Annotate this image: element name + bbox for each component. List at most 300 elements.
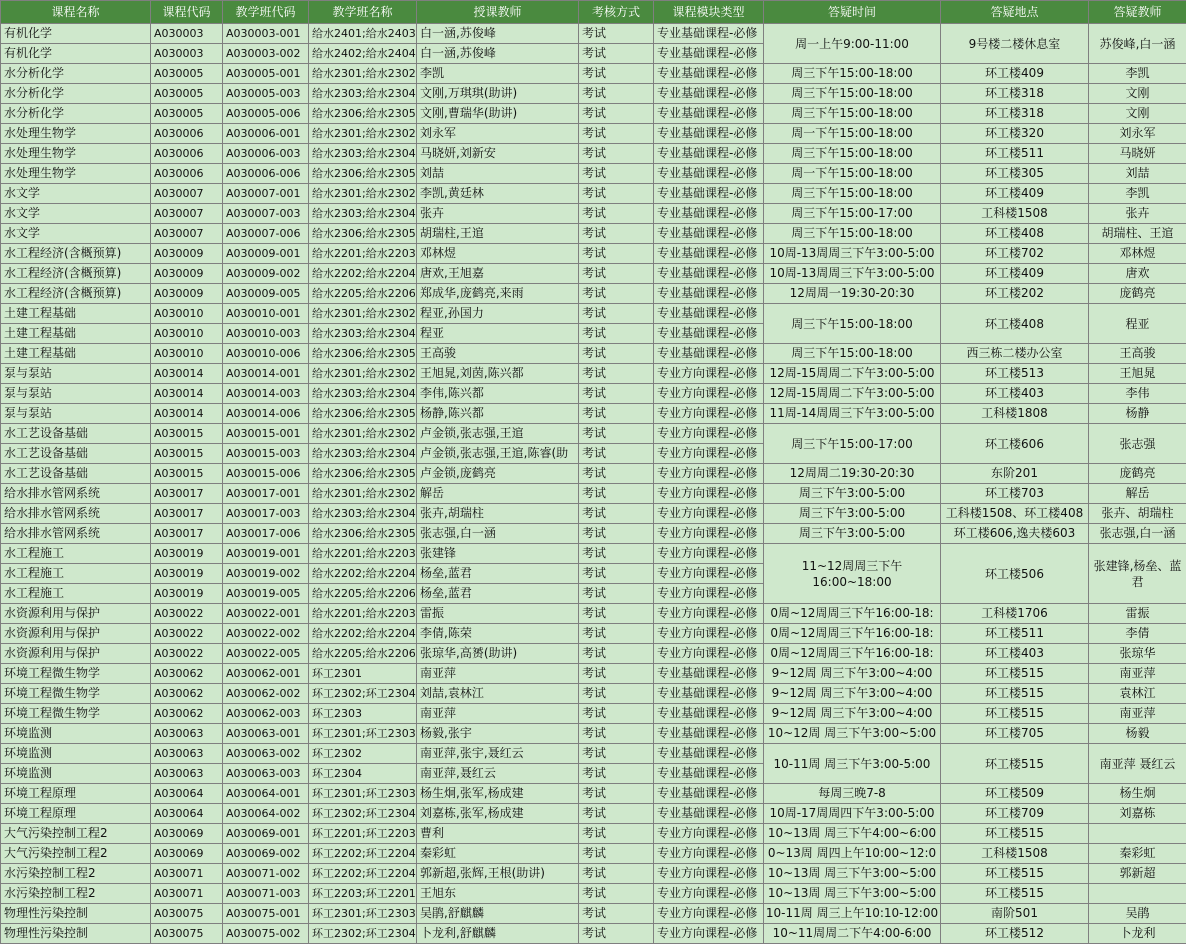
qa-teacher-cell: 张卉 (1089, 204, 1186, 224)
qa-teacher-cell: 张志强,白一涵 (1089, 524, 1186, 544)
module-type-cell: 专业基础课程-必修 (654, 284, 764, 304)
exam-type-cell: 考试 (579, 864, 654, 884)
table-row (1, 484, 1186, 504)
course-name-cell: 水资源利用与保护 (1, 624, 151, 644)
class-name-cell: 给水2401;给水2403 (309, 24, 417, 44)
exam-type-cell: 考试 (579, 164, 654, 184)
class-name-cell: 给水2201;给水2203 (309, 604, 417, 624)
module-type-cell: 专业方向课程-必修 (654, 604, 764, 624)
class-code-cell: A030071-002 (223, 864, 309, 884)
module-type-cell: 专业基础课程-必修 (654, 24, 764, 44)
class-code-cell: A030069-001 (223, 824, 309, 844)
class-name-cell: 环工2201;环工2203 (309, 824, 417, 844)
course-name-cell: 环境工程微生物学 (1, 664, 151, 684)
qa-time-cell: 12周-15周周二下午3:00-5:00 (764, 364, 941, 384)
course-code-cell: A030062 (151, 704, 223, 724)
qa-teacher-cell: 李凯 (1089, 64, 1186, 84)
teacher-cell: 杨垒,蓝君 (417, 564, 579, 584)
qa-place-cell: 环工楼506 (941, 544, 1089, 604)
qa-place-cell: 环工楼515 (941, 864, 1089, 884)
teacher-cell: 雷振 (417, 604, 579, 624)
course-name-cell: 水资源利用与保护 (1, 604, 151, 624)
qa-time-cell: 10-11周 周三上午10:10-12:00 (764, 904, 941, 924)
course-name-cell: 环境监测 (1, 724, 151, 744)
table-row (1, 544, 1186, 564)
course-code-cell: A030009 (151, 284, 223, 304)
qa-place-cell: 9号楼二楼休息室 (941, 24, 1089, 64)
class-name-cell: 给水2303;给水2304 (309, 444, 417, 464)
class-code-cell: A030019-005 (223, 584, 309, 604)
course-name-cell: 水污染控制工程2 (1, 864, 151, 884)
class-code-cell: A030010-003 (223, 324, 309, 344)
qa-time-cell: 周三下午15:00-18:00 (764, 344, 941, 364)
qa-teacher-cell: 刘永军 (1089, 124, 1186, 144)
course-code-cell: A030010 (151, 344, 223, 364)
exam-type-cell: 考试 (579, 64, 654, 84)
qa-place-cell: 环工楼515 (941, 684, 1089, 704)
exam-type-cell: 考试 (579, 604, 654, 624)
class-code-cell: A030009-005 (223, 284, 309, 304)
class-code-cell: A030007-006 (223, 224, 309, 244)
table-row (1, 804, 1186, 824)
course-code-cell: A030015 (151, 444, 223, 464)
header-teacher: 授课教师 (417, 1, 579, 24)
teacher-cell: 张志强,白一涵 (417, 524, 579, 544)
qa-place-cell: 南阶501 (941, 904, 1089, 924)
class-code-cell: A030022-001 (223, 604, 309, 624)
course-name-cell: 水分析化学 (1, 64, 151, 84)
qa-teacher-cell: 南亚萍 (1089, 704, 1186, 724)
exam-type-cell: 考试 (579, 304, 654, 324)
qa-time-cell: 周三下午15:00-18:00 (764, 224, 941, 244)
course-name-cell: 水处理生物学 (1, 144, 151, 164)
class-code-cell: A030064-001 (223, 784, 309, 804)
class-name-cell: 给水2201;给水2203 (309, 544, 417, 564)
course-code-cell: A030003 (151, 24, 223, 44)
course-name-cell: 环境工程微生物学 (1, 704, 151, 724)
qa-time-cell: 9~12周 周三下午3:00~4:00 (764, 704, 941, 724)
teacher-cell: 白一涵,苏俊峰 (417, 24, 579, 44)
class-name-cell: 给水2303;给水2304 (309, 324, 417, 344)
class-code-cell: A030003-001 (223, 24, 309, 44)
class-name-cell: 给水2303;给水2304 (309, 504, 417, 524)
qa-teacher-cell: 秦彩虹 (1089, 844, 1186, 864)
teacher-cell: 刘喆,袁林江 (417, 684, 579, 704)
course-name-cell: 水分析化学 (1, 104, 151, 124)
course-name-cell: 有机化学 (1, 24, 151, 44)
module-type-cell: 专业方向课程-必修 (654, 564, 764, 584)
table-row (1, 844, 1186, 864)
course-code-cell: A030064 (151, 804, 223, 824)
course-name-cell: 水工程经济(含概预算) (1, 244, 151, 264)
teacher-cell: 卜龙利,舒麒麟 (417, 924, 579, 944)
qa-time-cell: 周三下午15:00-17:00 (764, 424, 941, 464)
exam-type-cell: 考试 (579, 344, 654, 364)
course-code-cell: A030015 (151, 464, 223, 484)
qa-time-cell: 周三下午15:00-18:00 (764, 104, 941, 124)
class-code-cell: A030063-003 (223, 764, 309, 784)
module-type-cell: 专业基础课程-必修 (654, 204, 764, 224)
course-code-cell: A030010 (151, 324, 223, 344)
qa-time-cell: 周三下午3:00-5:00 (764, 484, 941, 504)
exam-type-cell: 考试 (579, 244, 654, 264)
qa-place-cell: 环工楼318 (941, 104, 1089, 124)
qa-time-cell: 0周~12周周三下午16:00-18: (764, 644, 941, 664)
class-code-cell: A030022-002 (223, 624, 309, 644)
header-row (1, 1, 1186, 24)
course-name-cell: 水分析化学 (1, 84, 151, 104)
teacher-cell: 杨生炯,张军,杨成建 (417, 784, 579, 804)
qa-place-cell: 环工楼511 (941, 624, 1089, 644)
class-code-cell: A030062-001 (223, 664, 309, 684)
teacher-cell: 唐欢,王旭嘉 (417, 264, 579, 284)
course-name-cell: 水污染控制工程2 (1, 884, 151, 904)
qa-place-cell: 工科楼1508 (941, 844, 1089, 864)
course-code-cell: A030007 (151, 184, 223, 204)
qa-place-cell: 环工楼606,逸夫楼603 (941, 524, 1089, 544)
table-row (1, 724, 1186, 744)
qa-time-cell: 11周-14周周三下午3:00-5:00 (764, 404, 941, 424)
qa-place-cell: 环工楼320 (941, 124, 1089, 144)
qa-place-cell: 环工楼305 (941, 164, 1089, 184)
teacher-cell: 曹利 (417, 824, 579, 844)
table-row (1, 204, 1186, 224)
course-name-cell: 水处理生物学 (1, 124, 151, 144)
qa-time-cell: 0~13周 周四上午10:00~12:0 (764, 844, 941, 864)
course-code-cell: A030017 (151, 504, 223, 524)
module-type-cell: 专业方向课程-必修 (654, 904, 764, 924)
qa-teacher-cell: 李凯 (1089, 184, 1186, 204)
class-code-cell: A030006-003 (223, 144, 309, 164)
exam-type-cell: 考试 (579, 904, 654, 924)
exam-type-cell: 考试 (579, 704, 654, 724)
course-name-cell: 水工程经济(含概预算) (1, 284, 151, 304)
course-code-cell: A030075 (151, 904, 223, 924)
class-name-cell: 环工2302;环工2304 (309, 684, 417, 704)
table-row (1, 264, 1186, 284)
exam-type-cell: 考试 (579, 664, 654, 684)
module-type-cell: 专业方向课程-必修 (654, 544, 764, 564)
teacher-cell: 卢金锁,庞鹤亮 (417, 464, 579, 484)
table-row (1, 384, 1186, 404)
module-type-cell: 专业基础课程-必修 (654, 664, 764, 684)
teacher-cell: 刘永军 (417, 124, 579, 144)
exam-type-cell: 考试 (579, 84, 654, 104)
course-code-cell: A030014 (151, 364, 223, 384)
teacher-cell: 李凯,黄廷林 (417, 184, 579, 204)
qa-place-cell: 环工楼515 (941, 744, 1089, 784)
teacher-cell: 文刚,曹瑞华(助讲) (417, 104, 579, 124)
table-row (1, 784, 1186, 804)
qa-place-cell: 工科楼1808 (941, 404, 1089, 424)
qa-time-cell: 周三下午3:00-5:00 (764, 524, 941, 544)
table-row (1, 704, 1186, 724)
class-name-cell: 给水2202;给水2204 (309, 624, 417, 644)
table-row (1, 84, 1186, 104)
module-type-cell: 专业基础课程-必修 (654, 144, 764, 164)
header-qa-time: 答疑时间 (764, 1, 941, 24)
exam-type-cell: 考试 (579, 44, 654, 64)
table-row (1, 504, 1186, 524)
qa-teacher-cell: 王高骏 (1089, 344, 1186, 364)
module-type-cell: 专业基础课程-必修 (654, 804, 764, 824)
qa-time-cell: 10~13周 周三下午3:00~5:00 (764, 884, 941, 904)
qa-time-cell: 周三下午15:00-17:00 (764, 204, 941, 224)
qa-teacher-cell: 杨毅 (1089, 724, 1186, 744)
course-code-cell: A030019 (151, 584, 223, 604)
header-class-name: 教学班名称 (309, 1, 417, 24)
course-name-cell: 物理性污染控制 (1, 924, 151, 944)
qa-teacher-cell: 苏俊峰,白一涵 (1089, 24, 1186, 64)
teacher-cell: 郑成华,庞鹤亮,来雨 (417, 284, 579, 304)
class-code-cell: A030015-003 (223, 444, 309, 464)
qa-place-cell: 环工楼409 (941, 64, 1089, 84)
course-code-cell: A030015 (151, 424, 223, 444)
exam-type-cell: 考试 (579, 424, 654, 444)
course-code-cell: A030063 (151, 744, 223, 764)
qa-time-cell: 9~12周 周三下午3:00~4:00 (764, 684, 941, 704)
qa-time-cell: 周一下午15:00-18:00 (764, 124, 941, 144)
qa-time-cell: 10~13周 周三下午4:00~6:00 (764, 824, 941, 844)
exam-type-cell: 考试 (579, 804, 654, 824)
qa-place-cell: 西三栋二楼办公室 (941, 344, 1089, 364)
module-type-cell: 专业基础课程-必修 (654, 184, 764, 204)
qa-place-cell: 环工楼409 (941, 264, 1089, 284)
module-type-cell: 专业基础课程-必修 (654, 64, 764, 84)
class-code-cell: A030075-001 (223, 904, 309, 924)
course-name-cell: 大气污染控制工程2 (1, 824, 151, 844)
course-name-cell: 水文学 (1, 224, 151, 244)
class-code-cell: A030010-001 (223, 304, 309, 324)
table-row (1, 104, 1186, 124)
table-row (1, 524, 1186, 544)
module-type-cell: 专业方向课程-必修 (654, 844, 764, 864)
module-type-cell: 专业方向课程-必修 (654, 464, 764, 484)
header-qa-place: 答疑地点 (941, 1, 1089, 24)
teacher-cell: 郭新超,张辉,王根(助讲) (417, 864, 579, 884)
exam-type-cell: 考试 (579, 524, 654, 544)
class-name-cell: 环工2301;环工2303 (309, 904, 417, 924)
course-code-cell: A030014 (151, 404, 223, 424)
teacher-cell: 王旭晁,刘茵,陈兴都 (417, 364, 579, 384)
class-name-cell: 环工2302 (309, 744, 417, 764)
class-name-cell: 给水2202;给水2204 (309, 564, 417, 584)
class-code-cell: A030014-003 (223, 384, 309, 404)
class-name-cell: 给水2306;给水2305 (309, 524, 417, 544)
teacher-cell: 解岳 (417, 484, 579, 504)
class-name-cell: 给水2301;给水2302 (309, 184, 417, 204)
class-name-cell: 环工2303 (309, 704, 417, 724)
course-name-cell: 环境工程微生物学 (1, 684, 151, 704)
teacher-cell: 马晓妍,刘新安 (417, 144, 579, 164)
qa-teacher-cell: 唐欢 (1089, 264, 1186, 284)
exam-type-cell: 考试 (579, 144, 654, 164)
exam-type-cell: 考试 (579, 764, 654, 784)
class-code-cell: A030009-001 (223, 244, 309, 264)
class-code-cell: A030003-002 (223, 44, 309, 64)
qa-time-cell: 10~12周 周三下午3:00~5:00 (764, 724, 941, 744)
table-row (1, 884, 1186, 904)
class-name-cell: 环工2202;环工2204 (309, 864, 417, 884)
exam-type-cell: 考试 (579, 484, 654, 504)
module-type-cell: 专业方向课程-必修 (654, 364, 764, 384)
class-name-cell: 给水2301;给水2302 (309, 64, 417, 84)
teacher-cell: 李倩,陈荣 (417, 624, 579, 644)
qa-teacher-cell: 庞鹤亮 (1089, 284, 1186, 304)
module-type-cell: 专业方向课程-必修 (654, 864, 764, 884)
qa-place-cell: 东阶201 (941, 464, 1089, 484)
qa-time-cell: 每周三晚7-8 (764, 784, 941, 804)
course-name-cell: 环境工程原理 (1, 804, 151, 824)
qa-teacher-cell: 庞鹤亮 (1089, 464, 1186, 484)
qa-place-cell: 环工楼705 (941, 724, 1089, 744)
table-row (1, 904, 1186, 924)
teacher-cell: 邓林煜 (417, 244, 579, 264)
header-exam-type: 考核方式 (579, 1, 654, 24)
qa-time-cell: 11~12周周三下午16:00~18:00 (764, 544, 941, 604)
qa-time-cell: 周一下午15:00-18:00 (764, 164, 941, 184)
course-code-cell: A030075 (151, 924, 223, 944)
qa-time-cell: 9~12周 周三下午3:00~4:00 (764, 664, 941, 684)
course-name-cell: 给水排水管网系统 (1, 504, 151, 524)
teacher-cell: 张琼华,高赟(助讲) (417, 644, 579, 664)
exam-type-cell: 考试 (579, 224, 654, 244)
exam-type-cell: 考试 (579, 444, 654, 464)
course-name-cell: 水处理生物学 (1, 164, 151, 184)
table-row (1, 64, 1186, 84)
qa-time-cell: 周三下午3:00-5:00 (764, 504, 941, 524)
table-row (1, 744, 1186, 764)
table-row (1, 424, 1186, 444)
class-name-cell: 给水2301;给水2302 (309, 124, 417, 144)
teacher-cell: 吴鹃,舒麒麟 (417, 904, 579, 924)
class-name-cell: 环工2301 (309, 664, 417, 684)
class-code-cell: A030006-001 (223, 124, 309, 144)
course-name-cell: 水工程经济(含概预算) (1, 264, 151, 284)
qa-time-cell: 周三下午15:00-18:00 (764, 304, 941, 344)
class-code-cell: A030017-001 (223, 484, 309, 504)
course-code-cell: A030014 (151, 384, 223, 404)
qa-time-cell: 周三下午15:00-18:00 (764, 84, 941, 104)
exam-type-cell: 考试 (579, 284, 654, 304)
qa-place-cell: 环工楼509 (941, 784, 1089, 804)
course-name-cell: 泵与泵站 (1, 404, 151, 424)
course-name-cell: 给水排水管网系统 (1, 484, 151, 504)
module-type-cell: 专业基础课程-必修 (654, 304, 764, 324)
module-type-cell: 专业基础课程-必修 (654, 224, 764, 244)
exam-type-cell: 考试 (579, 544, 654, 564)
table-row (1, 24, 1186, 44)
exam-type-cell: 考试 (579, 724, 654, 744)
course-name-cell: 环境监测 (1, 744, 151, 764)
course-code-cell: A030007 (151, 204, 223, 224)
exam-type-cell: 考试 (579, 124, 654, 144)
module-type-cell: 专业方向课程-必修 (654, 924, 764, 944)
class-name-cell: 环工2302;环工2304 (309, 804, 417, 824)
qa-place-cell: 环工楼515 (941, 884, 1089, 904)
exam-type-cell: 考试 (579, 364, 654, 384)
class-code-cell: A030063-001 (223, 724, 309, 744)
class-name-cell: 给水2301;给水2302 (309, 484, 417, 504)
course-code-cell: A030010 (151, 304, 223, 324)
qa-teacher-cell: 李伟 (1089, 384, 1186, 404)
table-row (1, 124, 1186, 144)
class-name-cell: 给水2202;给水2204 (309, 264, 417, 284)
module-type-cell: 专业方向课程-必修 (654, 624, 764, 644)
qa-time-cell: 0周~12周周三下午16:00-18: (764, 604, 941, 624)
class-name-cell: 给水2306;给水2305 (309, 404, 417, 424)
class-name-cell: 给水2201;给水2203 (309, 244, 417, 264)
teacher-cell: 胡瑞柱,王逭 (417, 224, 579, 244)
exam-type-cell: 考试 (579, 264, 654, 284)
qa-teacher-cell: 程亚 (1089, 304, 1186, 344)
class-name-cell: 给水2301;给水2302 (309, 304, 417, 324)
table-row (1, 344, 1186, 364)
course-code-cell: A030062 (151, 684, 223, 704)
table-row (1, 644, 1186, 664)
teacher-cell: 李伟,陈兴都 (417, 384, 579, 404)
class-code-cell: A030062-003 (223, 704, 309, 724)
qa-teacher-cell (1089, 884, 1186, 904)
module-type-cell: 专业基础课程-必修 (654, 724, 764, 744)
class-name-cell: 给水2306;给水2305 (309, 224, 417, 244)
module-type-cell: 专业方向课程-必修 (654, 424, 764, 444)
qa-time-cell: 12周周二19:30-20:30 (764, 464, 941, 484)
course-code-cell: A030005 (151, 104, 223, 124)
course-name-cell: 水工艺设备基础 (1, 424, 151, 444)
qa-teacher-cell: 刘嘉栋 (1089, 804, 1186, 824)
qa-time-cell: 10~13周 周三下午3:00~5:00 (764, 864, 941, 884)
teacher-cell: 南亚萍,聂红云 (417, 764, 579, 784)
class-code-cell: A030006-006 (223, 164, 309, 184)
teacher-cell: 程亚,孙国力 (417, 304, 579, 324)
qa-teacher-cell: 马晓妍 (1089, 144, 1186, 164)
class-code-cell: A030015-001 (223, 424, 309, 444)
exam-type-cell: 考试 (579, 924, 654, 944)
qa-time-cell: 10周-13周周三下午3:00-5:00 (764, 244, 941, 264)
module-type-cell: 专业方向课程-必修 (654, 884, 764, 904)
teacher-cell: 卢金锁,张志强,王逭,陈睿(助 (417, 444, 579, 464)
course-code-cell: A030009 (151, 244, 223, 264)
qa-teacher-cell: 王旭晁 (1089, 364, 1186, 384)
qa-teacher-cell: 南亚萍 聂红云 (1089, 744, 1186, 784)
course-code-cell: A030063 (151, 764, 223, 784)
class-code-cell: A030007-003 (223, 204, 309, 224)
class-name-cell: 给水2303;给水2304 (309, 144, 417, 164)
table-row (1, 304, 1186, 324)
course-name-cell: 物理性污染控制 (1, 904, 151, 924)
course-name-cell: 大气污染控制工程2 (1, 844, 151, 864)
class-name-cell: 环工2304 (309, 764, 417, 784)
module-type-cell: 专业方向课程-必修 (654, 404, 764, 424)
course-code-cell: A030071 (151, 864, 223, 884)
qa-place-cell: 工科楼1508 (941, 204, 1089, 224)
teacher-cell: 张卉,胡瑞柱 (417, 504, 579, 524)
class-code-cell: A030010-006 (223, 344, 309, 364)
qa-place-cell: 环工楼408 (941, 224, 1089, 244)
table-row (1, 464, 1186, 484)
module-type-cell: 专业基础课程-必修 (654, 44, 764, 64)
class-code-cell: A030075-002 (223, 924, 309, 944)
class-name-cell: 环工2301;环工2303 (309, 724, 417, 744)
qa-place-cell: 环工楼703 (941, 484, 1089, 504)
module-type-cell: 专业方向课程-必修 (654, 584, 764, 604)
teacher-cell: 南亚萍 (417, 704, 579, 724)
teacher-cell: 南亚萍,张宇,聂红云 (417, 744, 579, 764)
module-type-cell: 专业基础课程-必修 (654, 164, 764, 184)
exam-type-cell: 考试 (579, 784, 654, 804)
class-name-cell: 环工2203;环工2201 (309, 884, 417, 904)
